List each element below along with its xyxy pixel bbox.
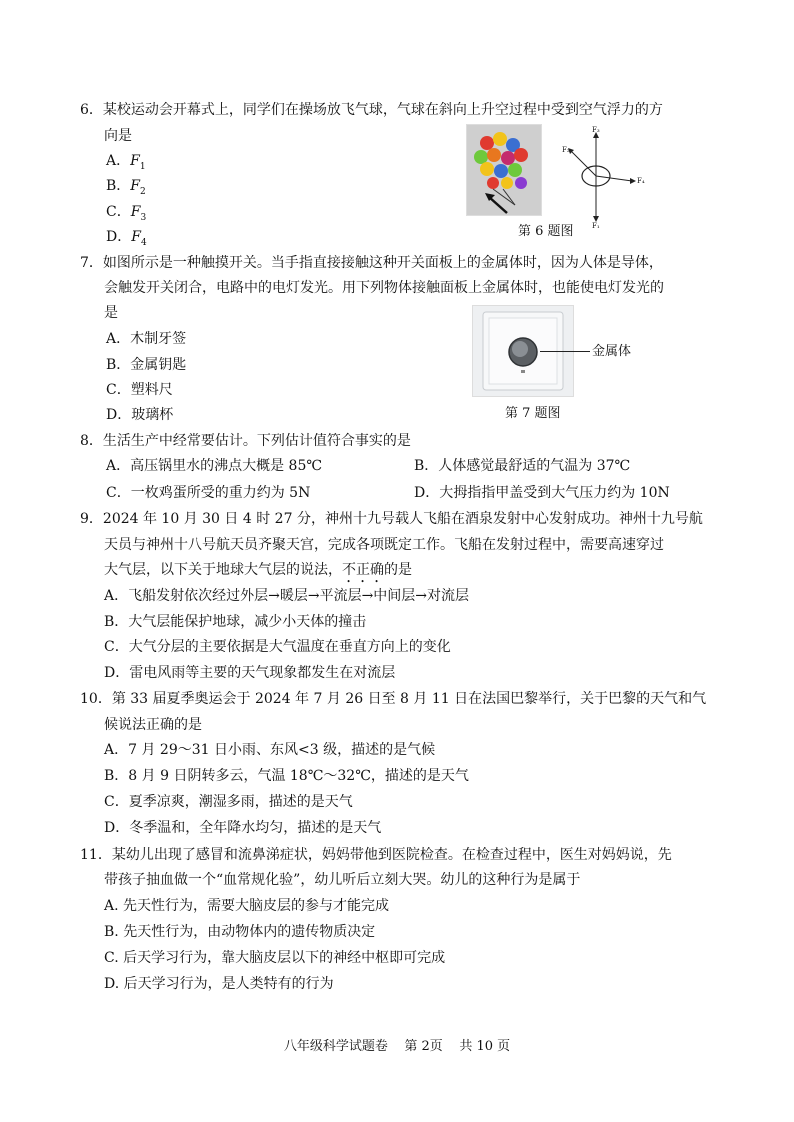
q11-stem-line1: 11．某幼儿出现了感冒和流鼻涕症状，妈妈带他到医院检查。在检查过程中，医生对妈妈说，先	[80, 847, 672, 863]
q9-option-a[interactable]: A．飞船发射依次经过外层→暖层→平流层→中间层→对流层	[104, 588, 470, 604]
metal-body-label: 金属体	[592, 344, 632, 359]
q6-option-c[interactable]: C．$F_3$	[106, 204, 147, 223]
q9-stem-line1: 9．2024 年 10 月 30 日 4 时 27 分，神州十九号载人飞船在酒泉发射中心发射成功。神州十九号航	[80, 511, 703, 527]
balloons-photo	[466, 124, 542, 216]
q10-option-a[interactable]: A．7 月 29～31 日小雨、东风<3 级，描述的是气候	[104, 742, 436, 758]
q8-option-b[interactable]: B．人体感觉最舒适的气温为 37℃	[414, 458, 631, 474]
force-diagram	[558, 126, 678, 236]
q6-figure-caption: 第 6 题图	[518, 224, 574, 239]
f4-label: F₄	[637, 177, 645, 185]
q10-option-c[interactable]: C．夏季凉爽，潮湿多雨，描述的是天气	[104, 794, 353, 810]
q11-stem-line2: 带孩子抽血做一个“血常规化验”，幼儿听后立刻大哭。幼儿的这种行为是属于	[104, 872, 581, 888]
q7-option-d[interactable]: D．玻璃杯	[106, 407, 174, 423]
q7-figure-caption: 第 7 题图	[505, 406, 561, 421]
f2-label: F₂	[562, 146, 570, 154]
q9-option-c[interactable]: C．大气分层的主要依据是大气温度在垂直方向上的变化	[104, 639, 451, 655]
q7-stem-line1: 7．如图所示是一种触摸开关。当手指直接接触这种开关面板上的金属体时，因为人体是导体，	[80, 255, 663, 271]
q10-stem-line1: 10．第 33 届夏季奥运会于 2024 年 7 月 26 日至 8 月 11 日在法国巴黎举行，关于巴黎的天气和气	[80, 691, 707, 707]
q11-option-b[interactable]: B. 先天性行为，由动物体内的遗传物质决定	[104, 924, 376, 940]
q8-option-a[interactable]: A．高压锅里水的沸点大概是 85℃	[106, 458, 323, 474]
q6-stem-line1: 6．某校运动会开幕式上，同学们在操场放飞气球，气球在斜向上升空过程中受到空气浮力的方	[80, 102, 663, 118]
q6-stem-line2: 向是	[104, 128, 132, 144]
f3-label: F₃	[592, 126, 600, 134]
q6-option-b[interactable]: B．$F_2$	[106, 178, 146, 197]
q9-option-d[interactable]: D．雷电风雨等主要的天气现象都发生在对流层	[104, 665, 396, 681]
q8-option-c[interactable]: C．一枚鸡蛋所受的重力约为 5N	[106, 485, 311, 501]
q10-option-d[interactable]: D．冬季温和，全年降水均匀，描述的是天气	[104, 820, 382, 836]
page-footer: 八年级科学试题卷 第 2页 共 10 页	[283, 1039, 511, 1054]
q9-option-b[interactable]: B．大气层能保护地球，减少小天体的撞击	[104, 614, 367, 630]
q6-option-d[interactable]: D．$F_4$	[106, 229, 147, 248]
emphasis-not-correct: 不正确	[342, 562, 384, 578]
q8-stem: 8．生活生产中经常要估计。下列估计值符合事实的是	[80, 433, 411, 449]
q9-stem-line3: 大气层，以下关于地球大气层的说法，不正确的是	[104, 562, 412, 578]
q11-option-a[interactable]: A. 先天性行为，需要大脑皮层的参与才能完成	[104, 898, 390, 914]
f1-label: F₁	[592, 222, 600, 230]
q11-option-d[interactable]: D. 后天学习行为，是人类特有的行为	[104, 976, 334, 992]
q6-option-a[interactable]: A．$F_1$	[106, 153, 146, 172]
q8-option-d[interactable]: D．大拇指指甲盖受到大气压力约为 10N	[414, 485, 670, 501]
q7-stem-line2: 会触发开关闭合，电路中的电灯发光。用下列物体接触面板上金属体时，也能使电灯发光的	[104, 280, 664, 296]
q7-stem-line3: 是	[104, 305, 118, 321]
pointer-line	[540, 351, 590, 352]
q10-option-b[interactable]: B．8 月 9 日阴转多云，气温 18℃～32℃，描述的是天气	[104, 768, 469, 784]
q10-stem-line2: 候说法正确的是	[104, 717, 202, 733]
q7-option-c[interactable]: C．塑料尺	[106, 382, 173, 398]
q11-option-c[interactable]: C. 后天学习行为，靠大脑皮层以下的神经中枢即可完成	[104, 950, 446, 966]
q7-option-a[interactable]: A．木制牙签	[106, 331, 187, 347]
q9-stem-line2: 天员与神州十八号航天员齐聚天宫，完成各项既定工作。飞船在发射过程中，需要高速穿过	[104, 537, 664, 553]
q7-option-b[interactable]: B．金属钥匙	[106, 357, 187, 373]
